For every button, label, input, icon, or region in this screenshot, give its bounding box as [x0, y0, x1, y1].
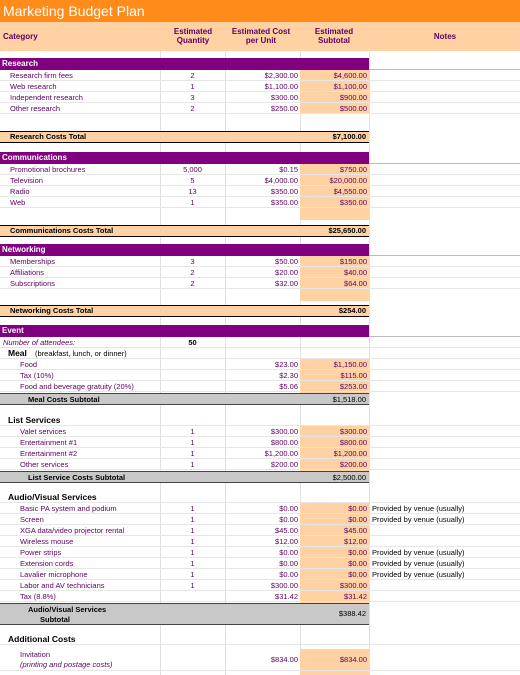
meal-note: (breakfast, lunch, or dinner): [35, 349, 127, 358]
item-cost: $0.00: [279, 515, 298, 524]
table-row: [0, 267, 520, 278]
item-name: Affiliations: [10, 268, 45, 277]
item-cost: $300.00: [270, 581, 298, 590]
item-name: Extension cords: [20, 559, 74, 568]
meal-subtotal-row: [0, 393, 369, 405]
item-name: Television: [10, 176, 43, 185]
item-cost: $12.00: [275, 537, 298, 546]
item-cost: $0.15: [279, 165, 298, 174]
list-services-header-row: [0, 415, 520, 426]
item-quantity: 1: [190, 515, 195, 524]
table-row: [0, 70, 520, 81]
invitation-row: [0, 649, 520, 671]
item-subtotal: $4,550.00: [333, 187, 367, 196]
networking-total-value: $254.00: [338, 306, 366, 315]
table-row: [0, 448, 520, 459]
item-note: Provided by venue (usually): [372, 504, 465, 513]
item-quantity: 1: [190, 548, 195, 557]
item-name: Research firm fees: [10, 71, 73, 80]
item-name: Power strips: [20, 548, 62, 557]
item-cost: $350.00: [270, 187, 298, 196]
meal-header-row: [0, 348, 520, 359]
table-row: [0, 536, 520, 547]
item-cost: $31.42: [275, 592, 298, 601]
attendees-row: [0, 337, 520, 348]
invitation-cost: $834.00: [270, 655, 298, 664]
table-row: [0, 525, 520, 536]
cost-header: Estimated Cost per Unit: [231, 27, 291, 45]
item-quantity: 1: [190, 504, 195, 513]
table-row: [0, 164, 520, 175]
item-cost: $32.00: [275, 279, 298, 288]
meal-label: Meal: [8, 348, 27, 358]
item-subtotal: $0.00: [348, 548, 367, 557]
item-cost: $0.00: [279, 559, 298, 568]
item-name: Entertainment #2: [20, 449, 78, 458]
item-cost: $250.00: [270, 104, 298, 113]
item-subtotal: $64.00: [344, 279, 367, 288]
item-subtotal: $300.00: [339, 427, 367, 436]
table-row: [0, 426, 520, 437]
item-quantity: 1: [190, 570, 195, 579]
item-subtotal: $0.00: [348, 570, 367, 579]
item-subtotal: $45.00: [344, 526, 367, 535]
item-name: Labor and AV technicians: [20, 581, 105, 590]
item-cost: $23.00: [275, 360, 298, 369]
table-row: [0, 103, 520, 114]
communications-total-label: Communications Costs Total: [10, 226, 114, 235]
additional-label: Additional Costs: [8, 634, 76, 644]
table-row: [0, 81, 520, 92]
item-quantity: 1: [190, 82, 195, 91]
av-subtotal-label-1: Audio/Visual Services: [28, 605, 107, 614]
table-row: [0, 558, 520, 569]
item-quantity: 2: [190, 268, 195, 277]
meal-subtotal-value: $1,518.00: [332, 395, 366, 404]
item-name: Lavalier microphone: [20, 570, 88, 579]
item-name: Web: [10, 198, 26, 207]
item-subtotal: $800.00: [339, 438, 367, 447]
item-note: Provided by venue (usually): [372, 570, 465, 579]
item-name: Promotional brochures: [10, 165, 86, 174]
quantity-header: Estimated Quantity: [173, 27, 213, 45]
item-subtotal: $4,600.00: [333, 71, 367, 80]
column-header-row: [0, 22, 520, 51]
invitation-subtotal: $834.00: [339, 655, 367, 664]
item-subtotal: $20,000.00: [329, 176, 367, 185]
item-note: Provided by venue (usually): [372, 515, 465, 524]
item-cost: $50.00: [275, 257, 298, 266]
item-quantity: 1: [190, 198, 195, 207]
item-quantity: 5,000: [183, 165, 202, 174]
networking-total-label: Networking Costs Total: [10, 306, 94, 315]
item-cost: $300.00: [270, 427, 298, 436]
item-subtotal: $0.00: [348, 504, 367, 513]
table-row: [0, 370, 520, 381]
table-row: [0, 278, 520, 289]
table-row: [0, 256, 520, 267]
item-cost: $1,100.00: [264, 82, 298, 91]
research-total-value: $7,100.00: [332, 132, 366, 141]
item-name: Screen: [20, 515, 44, 524]
table-row: [0, 381, 520, 392]
item-subtotal: $40.00: [344, 268, 367, 277]
item-name: Other services: [20, 460, 69, 469]
item-quantity: [160, 591, 225, 602]
item-quantity: 1: [190, 438, 195, 447]
communications-section-header: Communications: [0, 152, 369, 164]
av-subtotal-row: [0, 603, 369, 625]
item-name: Food: [20, 360, 38, 369]
item-name: Web research: [10, 82, 57, 91]
item-quantity: 1: [190, 427, 195, 436]
table-row: [0, 503, 520, 514]
item-name: Valet services: [20, 427, 67, 436]
table-row: [0, 591, 520, 602]
table-row: [0, 186, 520, 197]
av-subtotal-value: $388.42: [338, 609, 366, 618]
table-row: [0, 514, 520, 525]
item-cost: $2.30: [279, 371, 298, 380]
item-quantity: 2: [190, 71, 195, 80]
networking-section-header: Networking: [0, 244, 369, 256]
communications-total-value: $25,650.00: [328, 226, 366, 235]
item-quantity: 2: [190, 279, 195, 288]
item-name: Memberships: [10, 257, 56, 266]
table-row: [0, 437, 520, 448]
networking-total-row: [0, 305, 369, 317]
item-quantity: 5: [190, 176, 195, 185]
item-cost: $5.06: [279, 382, 298, 391]
item-cost: $300.00: [270, 93, 298, 102]
research-total-label: Research Costs Total: [10, 132, 87, 141]
spreadsheet-body: [0, 51, 520, 675]
item-cost: $45.00: [275, 526, 298, 535]
item-subtotal: $750.00: [339, 165, 367, 174]
item-cost: $800.00: [270, 438, 298, 447]
item-subtotal: $500.00: [339, 104, 367, 113]
item-subtotal: $12.00: [344, 537, 367, 546]
attendees-value: 50: [188, 338, 197, 347]
item-subtotal: $253.00: [339, 382, 367, 391]
item-quantity: 1: [190, 526, 195, 535]
item-name: Basic PA system and podium: [20, 504, 117, 513]
item-name: Subscriptions: [10, 279, 56, 288]
item-subtotal: $1,200.00: [333, 449, 367, 458]
communications-total-row: [0, 225, 369, 237]
item-subtotal: $0.00: [348, 559, 367, 568]
item-cost: $0.00: [279, 570, 298, 579]
item-subtotal: $200.00: [339, 460, 367, 469]
table-row: [0, 580, 520, 591]
item-name: Independent research: [10, 93, 83, 102]
item-quantity: 1: [190, 537, 195, 546]
item-name: Wireless mouse: [20, 537, 74, 546]
sheet-title: Marketing Budget Plan: [0, 0, 520, 22]
research-section-header: Research: [0, 58, 369, 70]
item-subtotal: $115.00: [340, 371, 367, 380]
event-section-header: Event: [0, 325, 369, 337]
list-services-label: List Services: [8, 415, 61, 425]
item-quantity: 13: [188, 187, 197, 196]
item-name: XGA data/video projector rental: [20, 526, 125, 535]
item-name: Tax (8.8%): [20, 592, 56, 601]
item-cost: $4,000.00: [264, 176, 298, 185]
item-quantity: 3: [190, 93, 195, 102]
category-header: Category: [3, 32, 38, 41]
item-subtotal: $350.00: [339, 198, 367, 207]
item-subtotal: $150.00: [339, 257, 367, 266]
item-quantity: 1: [190, 559, 195, 568]
item-cost: $2,300.00: [264, 71, 298, 80]
additional-header-row: [0, 634, 520, 645]
notes-header: Notes: [433, 32, 457, 41]
item-cost: $20.00: [275, 268, 298, 277]
item-name: Entertainment #1: [20, 438, 78, 447]
invitation-note: (printing and postage costs): [20, 660, 113, 669]
table-row: [0, 547, 520, 558]
list-services-subtotal-row: [0, 471, 369, 483]
item-note: Provided by venue (usually): [372, 559, 465, 568]
item-subtotal: $300.00: [339, 581, 367, 590]
item-name: Other research: [10, 104, 61, 113]
item-name: Food and beverage gratuity (20%): [20, 382, 134, 391]
item-quantity: 1: [190, 581, 195, 590]
item-note: Provided by venue (usually): [372, 548, 465, 557]
item-cost: $0.00: [279, 504, 298, 513]
item-cost: $200.00: [270, 460, 298, 469]
subtotal-header: Estimated Subtotal: [314, 27, 354, 45]
item-subtotal: $900.00: [339, 93, 367, 102]
item-name: Tax (10%): [20, 371, 54, 380]
item-quantity: 2: [190, 104, 195, 113]
table-row: [0, 175, 520, 186]
research-total-row: [0, 131, 369, 143]
item-subtotal: $31.42: [344, 592, 367, 601]
table-row: [0, 92, 520, 103]
table-row: [0, 359, 520, 370]
table-row: [0, 569, 520, 580]
item-quantity: 3: [190, 257, 195, 266]
invitation-name: Invitation: [20, 650, 51, 659]
av-label: Audio/Visual Services: [8, 492, 97, 502]
av-header-row: [0, 492, 520, 503]
list-services-subtotal-label: List Service Costs Subtotal: [28, 473, 126, 482]
table-row: [0, 459, 520, 470]
item-quantity: 1: [190, 460, 195, 469]
item-subtotal: $1,150.00: [333, 360, 367, 369]
meal-subtotal-label: Meal Costs Subtotal: [28, 395, 100, 404]
av-subtotal-label-2: Subtotal: [40, 615, 70, 624]
attendees-label: Number of attendees:: [3, 338, 76, 347]
item-cost: $0.00: [279, 548, 298, 557]
item-cost: $350.00: [270, 198, 298, 207]
item-cost: $1,200.00: [264, 449, 298, 458]
table-row: [0, 197, 520, 208]
item-subtotal: $1,100.00: [333, 82, 367, 91]
item-name: Radio: [10, 187, 30, 196]
item-subtotal: $0.00: [348, 515, 367, 524]
item-quantity: 1: [190, 449, 195, 458]
list-services-subtotal-value: $2,500.00: [332, 473, 366, 482]
